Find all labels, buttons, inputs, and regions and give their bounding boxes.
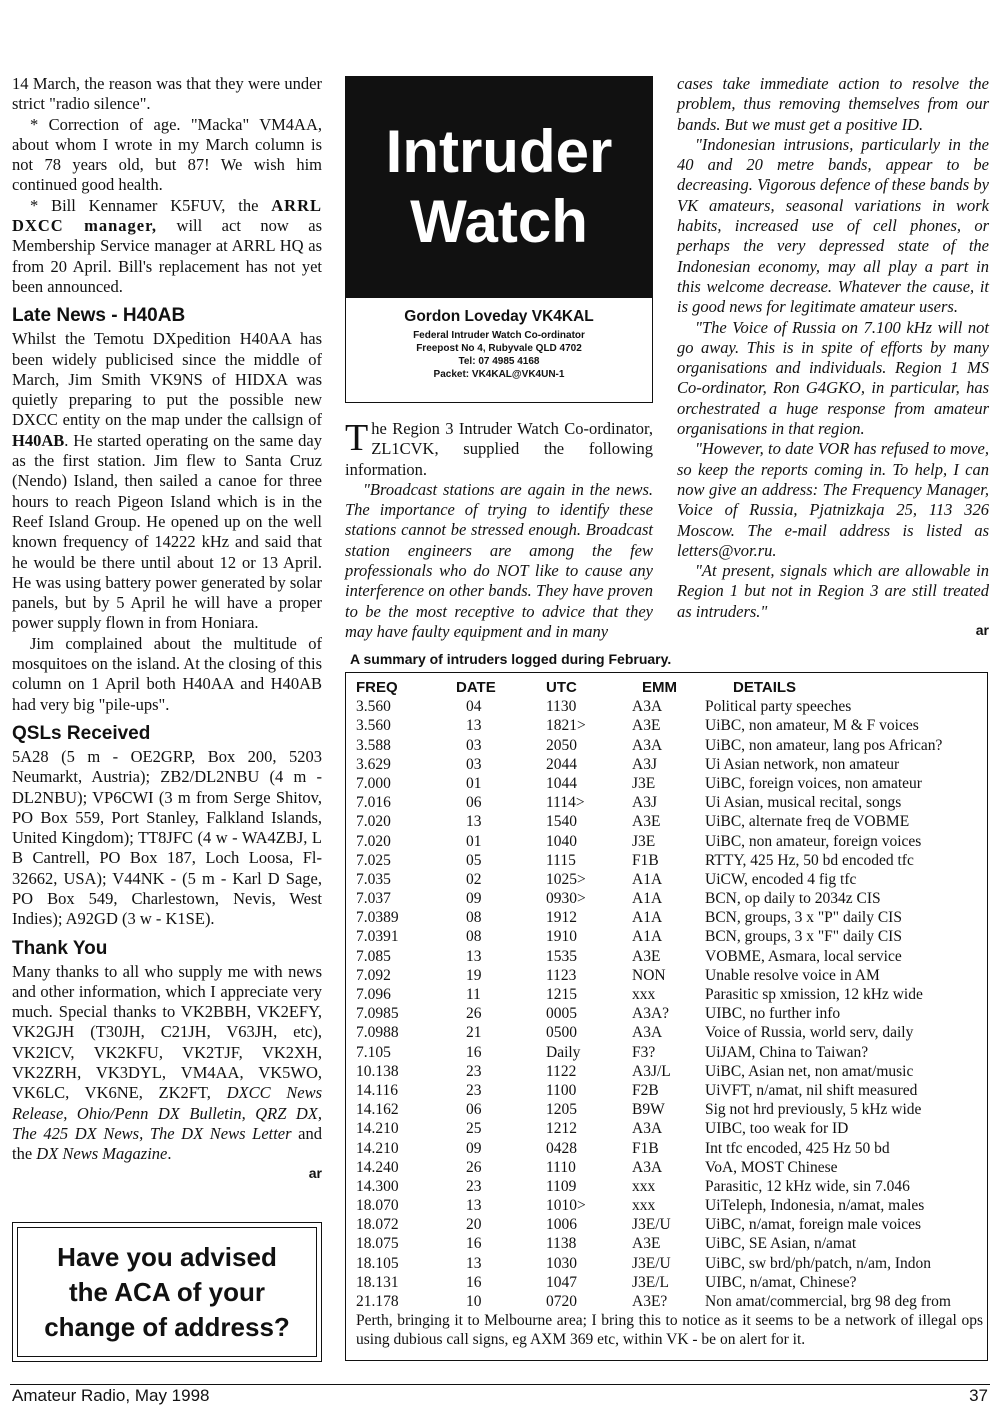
table-cell: 0930> bbox=[546, 890, 586, 908]
table-cell: A3A bbox=[632, 698, 663, 716]
table-cell: 1100 bbox=[546, 1081, 577, 1099]
table-cell: UiBC, n/amat, foreign male voices bbox=[705, 1216, 922, 1234]
table-cell: 7.085 bbox=[356, 947, 391, 965]
table-cell: 14.240 bbox=[356, 1158, 399, 1176]
table-row bbox=[346, 966, 987, 985]
table-cell: 18.105 bbox=[356, 1254, 399, 1272]
table-cell: 7.035 bbox=[356, 870, 391, 888]
table-cell: 7.0389 bbox=[356, 909, 399, 927]
table-cell: 3.560 bbox=[356, 698, 391, 716]
table-cell: A3E bbox=[632, 947, 661, 965]
drop-cap: T bbox=[345, 417, 369, 459]
table-cell: 1910 bbox=[546, 928, 577, 946]
table-row bbox=[346, 1273, 987, 1292]
table-row bbox=[346, 1158, 987, 1177]
quote-paragraph: "The Voice of Russia on 7.100 kHz will not go away. This is in spite of efforts by many organisations and individuals. Region 1 MS Co-ordinator, Ron G4GKO, in particular, has orchestrated a huge response from amateur organisations in that region. bbox=[677, 317, 989, 439]
table-cell: 1212 bbox=[546, 1120, 577, 1138]
table-cell: Sig not hrd previously, 5 kHz wide bbox=[705, 1101, 922, 1119]
table-row bbox=[346, 736, 987, 755]
table-cell: 10.138 bbox=[356, 1062, 399, 1080]
table-cell: UIBC, n/amat, Chinese? bbox=[705, 1273, 857, 1291]
left-column bbox=[12, 74, 322, 1181]
table-cell: 16 bbox=[466, 1273, 482, 1291]
table-header-row bbox=[346, 678, 987, 697]
table-cell: UiJAM, China to Taiwan? bbox=[705, 1043, 869, 1061]
table-cell: 02 bbox=[466, 870, 482, 888]
table-cell: 1110 bbox=[546, 1158, 576, 1176]
table-cell: 7.020 bbox=[356, 813, 391, 831]
table-cell: 09 bbox=[466, 1139, 482, 1157]
table-cell: 7.025 bbox=[356, 851, 391, 869]
table-cell: Parasitic, 12 kHz wide, sin 7.046 bbox=[705, 1177, 910, 1195]
table-cell: 0500 bbox=[546, 1024, 577, 1042]
table-cell: A3A bbox=[632, 1120, 663, 1138]
table-cell: xxx bbox=[632, 986, 656, 1003]
table-cell: J3E/U bbox=[632, 1216, 671, 1234]
table-cell: Daily bbox=[546, 1043, 581, 1061]
table-cell: 14.162 bbox=[356, 1101, 399, 1119]
table-cell: A3A bbox=[632, 1024, 663, 1042]
table-row bbox=[346, 1139, 987, 1158]
table-row bbox=[346, 1100, 987, 1119]
table-cell: 1114> bbox=[546, 794, 585, 812]
table-row bbox=[346, 1196, 987, 1215]
table-cell: NON bbox=[632, 966, 666, 984]
table-cell: Voice of Russia, world serv, daily bbox=[705, 1024, 914, 1042]
publication-footer: Amateur Radio, May 1998 bbox=[12, 1386, 210, 1405]
table-cell: 08 bbox=[466, 909, 482, 927]
table-cell: 1047 bbox=[546, 1273, 577, 1291]
table-cell: A3E bbox=[632, 1235, 661, 1253]
table-cell: 7.092 bbox=[356, 966, 391, 984]
table-cell: UIBC, no further info bbox=[705, 1005, 841, 1023]
table-cell: 03 bbox=[466, 736, 482, 754]
table-row bbox=[346, 1254, 987, 1273]
paragraph: Jim complained about the multitude of mosquitoes on the island. At the closing of this column on 1 April both H40AA and H40AB had very big "pile-ups". bbox=[12, 633, 322, 714]
table-cell: Ui Asian network, non amateur bbox=[705, 755, 900, 773]
table-cell: BCN, groups, 3 x "F" daily CIS bbox=[705, 928, 902, 946]
table-row bbox=[346, 1004, 987, 1023]
table-cell: UiCW, encoded 4 fig tfc bbox=[705, 870, 857, 888]
table-cell: BCN, op daily to 2034z CIS bbox=[705, 890, 881, 908]
table-row bbox=[346, 985, 987, 1004]
table-cell: 14.116 bbox=[356, 1081, 399, 1099]
table-row bbox=[346, 870, 987, 889]
table-cell: A3E? bbox=[632, 1293, 668, 1310]
contact-tel: Tel: 07 4985 4168 bbox=[458, 356, 540, 367]
section-heading: Late News - H40AB bbox=[12, 305, 186, 327]
table-cell: UiBC, SE Asian, n/amat bbox=[705, 1235, 857, 1253]
table-cell: xxx bbox=[632, 1197, 656, 1215]
table-cell: A3J bbox=[632, 794, 657, 812]
paragraph: 5A28 (5 m - OE2GRP, Box 200, 5203 Neumarkt, Austria); ZB2/DL2NBU (4 m - DL2NBU); VP6CWI (3 m from Serge Shitov, PO Box 559, Port Stanley, Falkland Islands, United Kingdom); TT8JFC (4 w - WA4ZBJ, L B Cantrell, PO Box 187, Loch Loosa, Fl-32662, USA); V44NK - (5 m - Karl D Sage, PO Box 549, Charlestown, Nevis, West Indies); A92GD (3 w - K1SE). bbox=[12, 746, 322, 929]
table-row bbox=[346, 908, 987, 927]
table-cell: 7.0988 bbox=[356, 1024, 399, 1042]
right-column bbox=[677, 74, 989, 638]
table-cell: BCN, groups, 3 x "P" daily CIS bbox=[705, 909, 902, 927]
column-header: UTC bbox=[546, 679, 577, 696]
table-cell: A3A bbox=[632, 1158, 663, 1176]
table-cell: A3A bbox=[632, 736, 663, 754]
paragraph: * Bill Kennamer K5FUV, the ARRL DXCC manager, will act now as Membership Service manager at ARRL HQ as from 20 April. Bill's replacement has not yet been announced. bbox=[12, 195, 322, 296]
page-number: 37 bbox=[969, 1386, 988, 1405]
table-cell: 10 bbox=[466, 1293, 482, 1310]
table-cell: F3? bbox=[632, 1043, 656, 1061]
table-cell: UiBC, non amateur, lang pos African? bbox=[705, 736, 943, 754]
paragraph: * Correction of age. "Macka" VM4AA, about whom I wrote in my March column is not 78 years old, but 87! We wish him continued good health. bbox=[12, 114, 322, 195]
table-cell: 01 bbox=[466, 832, 482, 850]
table-row bbox=[346, 851, 987, 870]
table-cell: 7.020 bbox=[356, 832, 391, 850]
table-cell: 20 bbox=[466, 1216, 482, 1234]
table-cell: A1A bbox=[632, 909, 663, 927]
contact-name: Gordon Loveday VK4KAL bbox=[404, 308, 594, 325]
table-cell: B9W bbox=[632, 1101, 665, 1119]
table-cell: 13 bbox=[466, 813, 482, 831]
table-cell: 1130 bbox=[546, 698, 577, 716]
table-cell: 13 bbox=[466, 1197, 482, 1215]
table-cell: A3E bbox=[632, 813, 661, 831]
table-cell: 16 bbox=[466, 1043, 482, 1061]
contact-address: Freepost No 4, Rubyvale QLD 4702 bbox=[416, 343, 582, 354]
table-row bbox=[346, 697, 987, 716]
table-cell: VOBME, Asmara, local service bbox=[705, 947, 902, 965]
table-cell: 08 bbox=[466, 928, 482, 946]
table-cell: 1535 bbox=[546, 947, 577, 965]
table-row bbox=[346, 947, 987, 966]
table-cell: 1122 bbox=[546, 1062, 577, 1080]
banner-title-line: Watch bbox=[410, 188, 588, 255]
notice-line: change of address? bbox=[44, 1311, 290, 1342]
table-cell: 21 bbox=[466, 1024, 482, 1042]
table-cell: J3E bbox=[632, 774, 656, 792]
table-cell: A1A bbox=[632, 870, 663, 888]
table-row bbox=[346, 774, 987, 793]
table-cell: 06 bbox=[466, 1101, 482, 1119]
quote-paragraph: "Broadcast stations are again in the news. The importance of trying to identify these stations cannot be stressed enough. Broadcast station engineers are among the few professionals who do NOT like to cause any interference on other bands. They have proven to be the most receptive to advice that they may have faulty equipment and in many bbox=[345, 479, 653, 641]
quote-paragraph: "At present, signals which are allowable in Region 1 but not in Region 3 are still treated as intruders." bbox=[677, 561, 989, 621]
table-cell: 25 bbox=[466, 1120, 482, 1138]
author-signoff: ar bbox=[308, 1164, 322, 1181]
table-cell: 0005 bbox=[546, 1005, 577, 1023]
table-cell: J3E/U bbox=[632, 1254, 671, 1272]
table-cell: 01 bbox=[466, 774, 482, 792]
table-cell: 04 bbox=[466, 698, 482, 716]
table-cell: 16 bbox=[466, 1235, 482, 1253]
paragraph: Whilst the Temotu DXpedition H40AA has been widely publicised since the middle of March, Jim Smith VK9NS of HIDXA was quietly preparing to put the possible new DXCC entity on the map under the callsign of H40AB. He started operating on the same day as the first station. Jim flew to Santa Cruz (Nendo) Island, then sailed a canoe for three hours to reach Pigeon Island which is in the Reef Island Group. He opened up on the well known frequency of 14222 kHz and said that he would be there until about 12 or 13 April. He was using battery power generated by solar panels, but by 5 April he will have a proper power supply flown in from Honiara. bbox=[12, 329, 322, 633]
quote-paragraph: cases take immediate action to resolve the problem, thus removing themselves from our bands. But we must get a positive ID. bbox=[677, 74, 989, 134]
table-cell: RTTY, 425 Hz, 50 bd encoded tfc bbox=[705, 851, 914, 869]
table-cell: 7.0985 bbox=[356, 1005, 399, 1023]
table-cell: 7.0391 bbox=[356, 928, 399, 946]
table-cell: Ui Asian, musical recital, songs bbox=[705, 794, 902, 812]
table-cell: 1109 bbox=[546, 1177, 577, 1195]
table-cell: 3.560 bbox=[356, 717, 391, 735]
table-row bbox=[346, 889, 987, 908]
table-cell: Political party speeches bbox=[705, 698, 852, 716]
quote-paragraph: "Indonesian intrusions, particularly in the 40 and 20 metre bands, appear to be decreasing. Vigorous defence of these bands by VK amateurs, seasonal variations in work habits, increased use of cell phones, or perhaps the very depressed state of the Indonesian economy, may all play a part in this welcome decrease. Whatever the cause, it is good news for legitimate amateur users. bbox=[677, 134, 989, 317]
paragraph: 14 March, the reason was that they were under strict "radio silence". bbox=[12, 74, 322, 114]
table-cell: 1540 bbox=[546, 813, 577, 831]
table-cell: J3E/L bbox=[632, 1273, 670, 1291]
table-cell: UiBC, alternate freq de VOBME bbox=[705, 813, 910, 831]
table-cell: 13 bbox=[466, 1254, 482, 1272]
table-cell: 2050 bbox=[546, 736, 577, 754]
table-row bbox=[346, 716, 987, 735]
table-cell: 7.096 bbox=[356, 986, 391, 1003]
table-cell: 7.037 bbox=[356, 890, 391, 908]
table-cell: 26 bbox=[466, 1158, 482, 1176]
table-cell: 1040 bbox=[546, 832, 577, 850]
table-cell: 14.210 bbox=[356, 1139, 399, 1157]
table-cell: J3E bbox=[632, 832, 656, 850]
table-cell: UIBC, too weak for ID bbox=[705, 1120, 849, 1138]
contact-packet: Packet: VK4KAL@VK4UN-1 bbox=[433, 369, 565, 380]
table-cell: UiVFT, n/amat, nil shift measured bbox=[705, 1081, 918, 1099]
table-cell: 0720 bbox=[546, 1293, 577, 1310]
paragraph: Many thanks to all who supply me with news and other information, which I appreciate very much. Special thanks to VK2BBH, VK2EFY, VK2GJH (T30JH, C21JH, V63JH, etc), VK2ICV, VK2KFU, VK2TJF, VK2XH, VK2ZRH, VK3DYL, VM4AA, VK5WO, VK6LC, VK6NE, ZK2FT, DXCC News Release, Ohio/Penn DX Bulletin, QRZ DX, The 425 DX News, The DX News Letter and the DX News Magazine. bbox=[12, 961, 322, 1164]
table-row bbox=[346, 1215, 987, 1234]
table-cell: 0428 bbox=[546, 1139, 577, 1157]
table-cell: 7.016 bbox=[356, 794, 391, 812]
contact-role: Federal Intruder Watch Co-ordinator bbox=[413, 330, 585, 341]
table-row bbox=[346, 1177, 987, 1196]
banner-title-line: Intruder bbox=[385, 118, 613, 185]
table-row bbox=[346, 1119, 987, 1138]
table-cell: 1006 bbox=[546, 1216, 577, 1234]
section-heading: QSLs Received bbox=[12, 722, 151, 744]
table-cell: xxx bbox=[632, 1177, 656, 1195]
table-cell: 23 bbox=[466, 1081, 482, 1099]
table-cell: 23 bbox=[466, 1177, 482, 1195]
table-cell: 14.210 bbox=[356, 1120, 399, 1138]
table-cell: 19 bbox=[466, 966, 482, 984]
section-heading: Thank You bbox=[12, 937, 108, 959]
table-row bbox=[346, 1043, 987, 1062]
table-cell: UiTeleph, Indonesia, n/amat, males bbox=[705, 1197, 925, 1215]
table-cell: VoA, MOST Chinese bbox=[705, 1158, 838, 1176]
table-cell: UiBC, sw brd/ph/patch, n/am, Indon bbox=[705, 1254, 932, 1272]
table-cell: 06 bbox=[466, 794, 482, 812]
table-cell: A3J/L bbox=[632, 1062, 671, 1080]
contact-box bbox=[345, 298, 653, 403]
table-row bbox=[346, 1081, 987, 1100]
table-cell: A3A? bbox=[632, 1005, 670, 1023]
table-cell: 1912 bbox=[546, 909, 577, 927]
author-signoff: ar bbox=[975, 622, 989, 639]
table-cell: 14.300 bbox=[356, 1177, 399, 1195]
table-cell: Int tfc encoded, 425 Hz 50 bd bbox=[705, 1139, 890, 1157]
table-cell: F2B bbox=[632, 1081, 659, 1099]
notice-line: Have you advised bbox=[57, 1241, 277, 1272]
table-body bbox=[346, 697, 987, 1311]
column-header: FREQ bbox=[356, 679, 398, 696]
table-cell: 1115 bbox=[546, 851, 576, 869]
table-cell: A1A bbox=[632, 890, 663, 908]
table-cell: UiBC, non amateur, M & F voices bbox=[705, 717, 919, 735]
table-cell: UiBC, non amateur, foreign voices bbox=[705, 832, 922, 850]
table-cell: 26 bbox=[466, 1005, 482, 1023]
table-cell: F1B bbox=[632, 851, 659, 869]
column-header: DETAILS bbox=[733, 679, 797, 696]
table-cell: UiBC, foreign voices, non amateur bbox=[705, 774, 922, 792]
table-cell: 1030 bbox=[546, 1254, 577, 1272]
table-cell: A3E bbox=[632, 717, 661, 735]
intruder-table bbox=[345, 672, 988, 1361]
table-cell: Parasitic sp xmission, 12 kHz wide bbox=[705, 986, 923, 1003]
table-cell: 18.131 bbox=[356, 1273, 399, 1291]
table-cell: 3.588 bbox=[356, 736, 391, 754]
table-row bbox=[346, 1234, 987, 1253]
table-note: Perth, bringing it to Melbourne area; I bring this to notice as it seems to be a network of illegal ops using dubious call signs, eg AXM 369 etc, within VK - be on alert for it. bbox=[356, 1312, 983, 1349]
table-cell: 1044 bbox=[546, 774, 577, 792]
intruder-watch-banner bbox=[345, 76, 653, 298]
table-cell: 13 bbox=[466, 947, 482, 965]
table-row bbox=[346, 1023, 987, 1042]
middle-column bbox=[345, 76, 653, 642]
table-cell: 7.000 bbox=[356, 774, 391, 792]
table-row bbox=[346, 1292, 987, 1311]
table-row bbox=[346, 793, 987, 812]
table-title: A summary of intruders logged during February. bbox=[350, 651, 672, 667]
table-row bbox=[346, 812, 987, 831]
table-cell: 1010> bbox=[546, 1197, 586, 1215]
table-cell: 05 bbox=[466, 851, 482, 869]
table-row bbox=[346, 755, 987, 774]
table-cell: 18.070 bbox=[356, 1197, 399, 1215]
table-cell: 11 bbox=[466, 986, 481, 1003]
table-cell: 1215 bbox=[546, 986, 577, 1003]
intro-paragraph: The Region 3 Intruder Watch Co-ordinator, ZL1CVK, supplied the following information. bbox=[345, 417, 653, 479]
table-cell: 1138 bbox=[546, 1235, 577, 1253]
table-row bbox=[346, 832, 987, 851]
table-cell: 1025> bbox=[546, 870, 586, 888]
footer-rule bbox=[10, 1384, 990, 1385]
table-cell: 1205 bbox=[546, 1101, 577, 1119]
table-cell: Non amat/commercial, brg 98 deg from bbox=[705, 1293, 951, 1310]
table-cell: UiBC, Asian net, non amat/music bbox=[705, 1062, 914, 1080]
table-cell: 7.105 bbox=[356, 1043, 391, 1061]
table-cell: 1123 bbox=[546, 966, 577, 984]
table-cell: 3.629 bbox=[356, 755, 391, 773]
table-row bbox=[346, 1062, 987, 1081]
table-cell: 1821> bbox=[546, 717, 586, 735]
notice-line: the ACA of your bbox=[69, 1276, 265, 1307]
table-cell: 18.075 bbox=[356, 1235, 399, 1253]
table-cell: 13 bbox=[466, 717, 482, 735]
table-cell: 23 bbox=[466, 1062, 482, 1080]
column-header: DATE bbox=[456, 679, 496, 696]
table-cell: Unable resolve voice in AM bbox=[705, 966, 880, 984]
table-cell: 09 bbox=[466, 890, 482, 908]
table-cell: A3J bbox=[632, 755, 657, 773]
table-row bbox=[346, 927, 987, 946]
table-cell: 03 bbox=[466, 755, 482, 773]
table-cell: A1A bbox=[632, 928, 663, 946]
table-cell: 2044 bbox=[546, 755, 577, 773]
table-cell: 21.178 bbox=[356, 1293, 399, 1310]
column-header: EMM bbox=[642, 679, 677, 696]
table-cell: 18.072 bbox=[356, 1216, 399, 1234]
table-cell: F1B bbox=[632, 1139, 659, 1157]
change-of-address-notice bbox=[12, 1222, 322, 1362]
quote-paragraph: "However, to date VOR has refused to move, so keep the reports coming in. To help, I can now give an address: The Frequency Manager, Voice of Russia, Pjatnizkaja 25, 113 326 Moscow. The e-mail address is listed as letters@vor.ru. bbox=[677, 439, 989, 560]
